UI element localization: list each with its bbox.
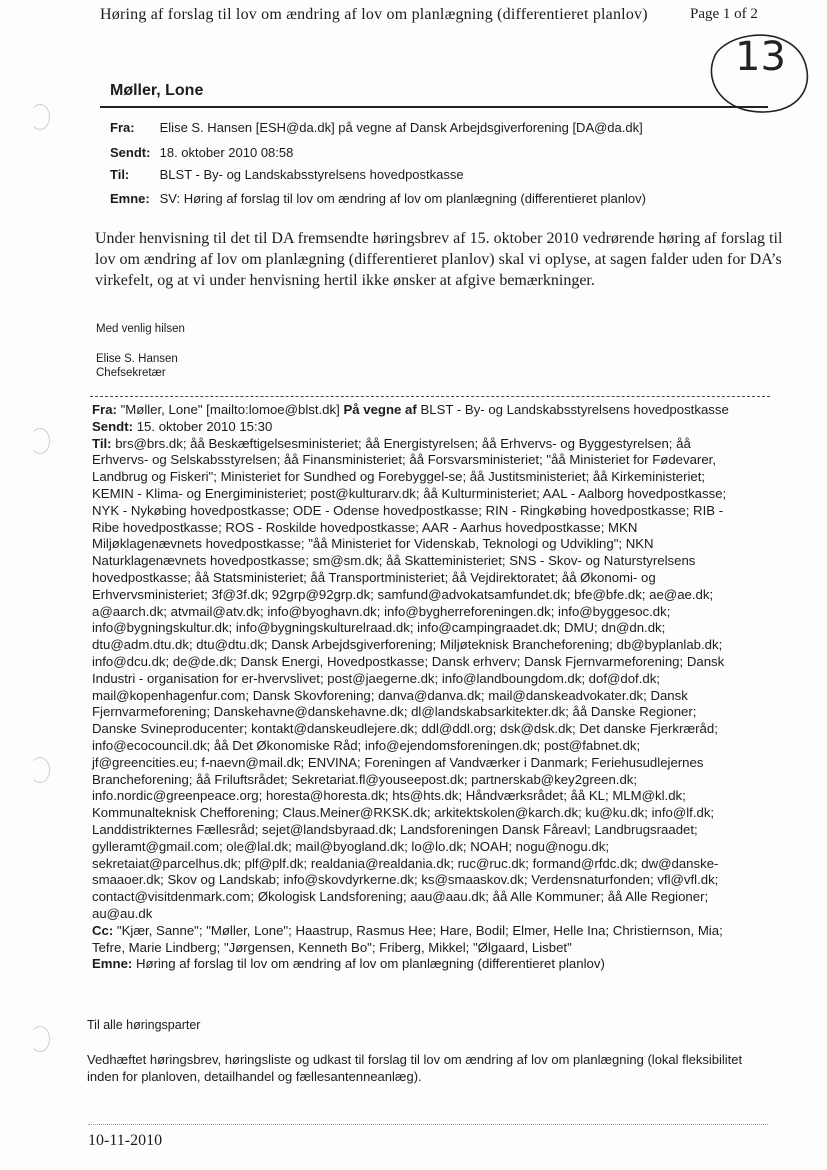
subject-row	[110, 191, 646, 206]
fwd-from-label: Fra:	[92, 402, 117, 417]
fwd-to-line	[92, 872, 782, 889]
fwd-subject-value: Høring af forslag til lov om ændring af lov om planlægning (differentieret planlov)	[135, 956, 605, 972]
fwd-to-line	[92, 486, 782, 503]
sent-row	[110, 145, 293, 160]
subject-label: Emne:	[110, 191, 150, 206]
fwd-to-line	[92, 553, 782, 570]
fwd-to-text: a@aarch.dk; atvmail@atv.dk; info@byoghavn.dk; info@bygherreforeningen.dk; info@byggesoc.dk;	[92, 603, 671, 619]
forward-divider	[90, 396, 770, 397]
fwd-to-text: gylleramt@gmail.com; ole@lal.dk; mail@byogland.dk; lo@lo.dk; NOAH; nogu@nogu.dk;	[92, 838, 609, 854]
fwd-cc-text: "Kjær, Sanne"; "Møller, Lone"; Haastrup, Rasmus Hee; Hare, Bodil; Elmer, Helle Ina; Christiernson, Mia;	[116, 922, 723, 938]
fwd-to-line	[92, 654, 782, 671]
fwd-to-line	[92, 704, 782, 721]
to-value: BLST - By- og Landskabsstyrelsens hovedpostkasse	[159, 167, 464, 182]
fwd-to-text: Danske Svineproducenter; kontakt@danskeudlejere.dk; ddl@ddl.org; dsk@dsk.dk; Det danske Fjerkræråd;	[92, 721, 718, 737]
punch-hole-middle	[30, 428, 50, 454]
fwd-to-line	[92, 469, 782, 486]
subject-value: SV: Høring af forslag til lov om ændring af lov om planlægning (differentieret planlov)	[159, 191, 646, 206]
fwd-to-line	[92, 637, 782, 654]
fwd-to-line	[92, 688, 782, 705]
fwd-to-text: info@bygningskultur.dk; info@bygningskulturelraad.dk; info@campingraadet.dk; DMU; dn@dn.dk;	[92, 620, 666, 636]
fwd-to-line	[92, 604, 782, 621]
fwd-to-text: Naturklagenævnets hovedpostkasse; sm@sm.dk; åå Skatteministeriet; SNS - Skov- og Naturstyrelsens	[92, 553, 696, 569]
fwd-to-text: Erhvervsministeriet; 3f@3f.dk; 92grp@92grp.dk; samfund@advokatsamfundet.dk; bfe@bfe.dk; ae@ae.dk;	[92, 586, 714, 602]
fwd-sent-line	[92, 419, 782, 436]
fwd-to-line	[92, 889, 782, 906]
fwd-to-text: smaaoer.dk; Skov og Landskab; info@skovdyrkerne.dk; ks@smaaskov.dk; Verdensnaturfonden; vfl@vfl.dk;	[92, 872, 719, 888]
fwd-to-text: brs@brs.dk; åå Beskæftigelsesministeriet; åå Energistyrelsen; åå Erhvervs- og Byggestyrelsen; åå	[115, 435, 691, 451]
document-header-title: Høring af forslag til lov om ændring af lov om planlægning (differentieret planlov)	[100, 6, 648, 23]
to-row	[110, 167, 464, 182]
fwd-to-line	[92, 721, 782, 738]
fwd-to-line	[92, 452, 782, 469]
fwd-to-line	[92, 570, 782, 587]
fwd-cc-list	[92, 923, 782, 957]
fwd-to-text: Fjernvarmeforening; Danskehavne@danskehavne.dk; dl@landskabsarkitekter.dk; åå Danske Regioner;	[92, 704, 697, 720]
forwarded-message	[92, 402, 782, 973]
punch-hole-top	[30, 104, 50, 130]
fwd-to-line	[92, 856, 782, 873]
fwd-to-text: contact@visitdenmark.com; Økologisk Landsforening; aau@aau.dk; åå Alle Kommuner; åå Alle Regioner;	[92, 889, 709, 905]
page-number: Page 1 of 2	[690, 6, 758, 22]
sender-name: Møller, Lone	[110, 82, 204, 99]
fwd-to-line	[92, 536, 782, 553]
to-label: Til:	[110, 167, 130, 182]
fwd-to-text: au@au.dk	[92, 905, 153, 921]
body-paragraph: Under henvisning til det til DA fremsendte høringsbrev af 15. oktober 2010 vedrørende høring af forslag til lov om ændring af lov om planlægning (differentieret planlov) skal vi oplyse, at sagen falder uden for DA’s virkefelt, og at vi under henvisning hertil ikke ønsker at afgive bemærkninger.	[95, 230, 783, 289]
fwd-to-text: Industri - organisation for er-hvervslivet; post@jaegerne.dk; info@landboungdom.dk; dof@dof.dk;	[92, 670, 660, 686]
fwd-to-line	[92, 839, 782, 856]
fwd-to-text: hovedpostkasse; åå Statsministeriet; åå Transportministeriet; åå Vejdirektoratet; åå Økonomi- og	[92, 569, 656, 585]
fwd-to-text: Brancheforening; åå Friluftsrådet; Sekretariat.fl@youseepost.dk; partnerskab@key2green.dk;	[92, 771, 638, 787]
fwd-to-line	[92, 620, 782, 637]
fwd-to-text: KEMIN - Klima- og Energiministeriet; post@kulturarv.dk; åå Kulturministeriet; AAL - Aalborg hovedpostkasse;	[92, 485, 727, 501]
punch-hole-bottom	[30, 1026, 50, 1052]
fwd-to-text: sekretaiat@parcelhus.dk; plf@plf.dk; realdania@realdania.dk; ruc@ruc.dk; formand@rfdc.dk; dw@danske-	[92, 855, 719, 871]
fwd-to-line	[92, 436, 782, 453]
sent-label: Sendt:	[110, 145, 151, 160]
fwd-on-behalf-value: BLST - By- og Landskabsstyrelsens hovedpostkasse	[420, 402, 729, 417]
fwd-on-behalf-label: På vegne af	[343, 402, 417, 417]
fwd-to-text: dtu@adm.dtu.dk; dtu@dtu.dk; Dansk Arbejdsgiverforening; Miljøteknisk Brancheforening; db@byplanlab.dk;	[92, 637, 723, 653]
fwd-to-text: info@dcu.dk; de@de.dk; Dansk Energi, Hovedpostkasse; Dansk erhverv; Dansk Fjernvarmeforening; Dansk	[92, 653, 725, 669]
to-all-line: Til alle høringsparter	[87, 1018, 201, 1032]
fwd-to-line	[92, 587, 782, 604]
from-value: Elise S. Hansen [ESH@da.dk] på vegne af Dansk Arbejdsgiverforening [DA@da.dk]	[159, 120, 643, 135]
fwd-subject-label: Emne:	[92, 956, 133, 972]
fwd-cc-text: Tefre, Marie Lindberg; "Jørgensen, Kenneth Bo"; Friberg, Mikkel; "Ølgaard, Lisbet"	[92, 939, 572, 955]
footer-date: 10-11-2010	[88, 1132, 163, 1149]
fwd-cc-line	[92, 940, 782, 957]
signature-greeting: Med venlig hilsen	[96, 323, 185, 335]
fwd-cc-label: Cc:	[92, 922, 114, 938]
sent-value: 18. oktober 2010 08:58	[159, 145, 294, 160]
footer-divider	[88, 1124, 768, 1125]
stamp-number: 13	[735, 34, 786, 80]
fwd-from-value: "Møller, Lone" [mailto:lomoe@blst.dk]	[120, 402, 340, 417]
fwd-to-text: Kommunalteknisk Chefforening; Claus.Meiner@RKSK.dk; arkitektskolen@karch.dk; ku@ku.dk; info@lf.dk;	[92, 805, 715, 821]
signature-title: Chefsekretær	[96, 367, 166, 379]
fwd-to-line	[92, 503, 782, 520]
fwd-to-label: Til:	[92, 435, 112, 451]
fwd-to-line	[92, 906, 782, 923]
fwd-to-line	[92, 822, 782, 839]
fwd-from-line	[92, 402, 782, 419]
fwd-to-text: mail@kopenhagenfur.com; Dansk Skovforening; danva@danva.dk; mail@danskeadvokater.dk; Dansk	[92, 687, 688, 703]
fwd-to-line	[92, 805, 782, 822]
from-label: Fra:	[110, 120, 135, 135]
fwd-sent-label: Sendt:	[92, 418, 134, 434]
fwd-to-line	[92, 755, 782, 772]
fwd-cc-line	[92, 923, 782, 940]
fwd-recipient-list	[92, 436, 782, 923]
fwd-to-text: jf@greencities.eu; f-naevn@mail.dk; ENVINA; Foreningen af Vandværker i Danmark; Feriehusudlejernes	[92, 754, 704, 770]
fwd-to-text: Ribe hovedpostkasse; ROS - Roskilde hovedpostkasse; AAR - Aarhus hovedpostkasse; MKN	[92, 519, 638, 535]
fwd-to-line	[92, 788, 782, 805]
attachment-paragraph: Vedhæftet høringsbrev, høringsliste og udkast til forslag til lov om ændring af lov om planlægning (lokal fleksibilitet inden for planloven, detailhandel og fællesantenneanlæg).	[87, 1052, 743, 1084]
fwd-to-text: Landdistrikternes Fællesråd; sejet@landsbyraad.dk; Landsforeningen Dansk Fåreavl; Landbrugsraadet;	[92, 821, 698, 837]
fwd-to-text: Landbrug og Fiskeri"; Ministeriet for Sundhed og Forebyggel-se; åå Justitsministeriet; åå Kirkeministeriet;	[92, 469, 706, 485]
fwd-sent-value: 15. oktober 2010 15:30	[136, 418, 273, 434]
fwd-to-text: NYK - Nykøbing hovedpostkasse; ODE - Odense hovedpostkasse; RIN - Ringkøbing hovedpostkasse; RIB -	[92, 502, 724, 518]
fwd-to-line	[92, 738, 782, 755]
fwd-subject-line	[92, 956, 782, 973]
fwd-to-text: info.nordic@greenpeace.org; horesta@horesta.dk; hts@hts.dk; Håndværksrådet; åå KL; MLM@kl.dk;	[92, 788, 686, 804]
fwd-to-line	[92, 772, 782, 789]
from-row	[110, 120, 643, 135]
fwd-to-line	[92, 671, 782, 688]
fwd-to-text: info@ecocouncil.dk; åå Det Økonomiske Råd; info@ejendomsforeningen.dk; post@fabnet.dk;	[92, 737, 641, 753]
fwd-to-text: Miljøklagenævnets hovedpostkasse; "åå Ministeriet for Videnskab, Teknologi og Udvikling"; NKN	[92, 536, 654, 552]
fwd-to-text: Erhvervs- og Selskabsstyrelsen; åå Finansministeriet; åå Forsvarsministeriet; "åå Ministeriet for Fødevarer,	[92, 452, 716, 468]
punch-hole-lower	[30, 757, 50, 783]
signature-name: Elise S. Hansen	[96, 353, 178, 365]
header-divider	[100, 106, 768, 108]
fwd-to-line	[92, 520, 782, 537]
